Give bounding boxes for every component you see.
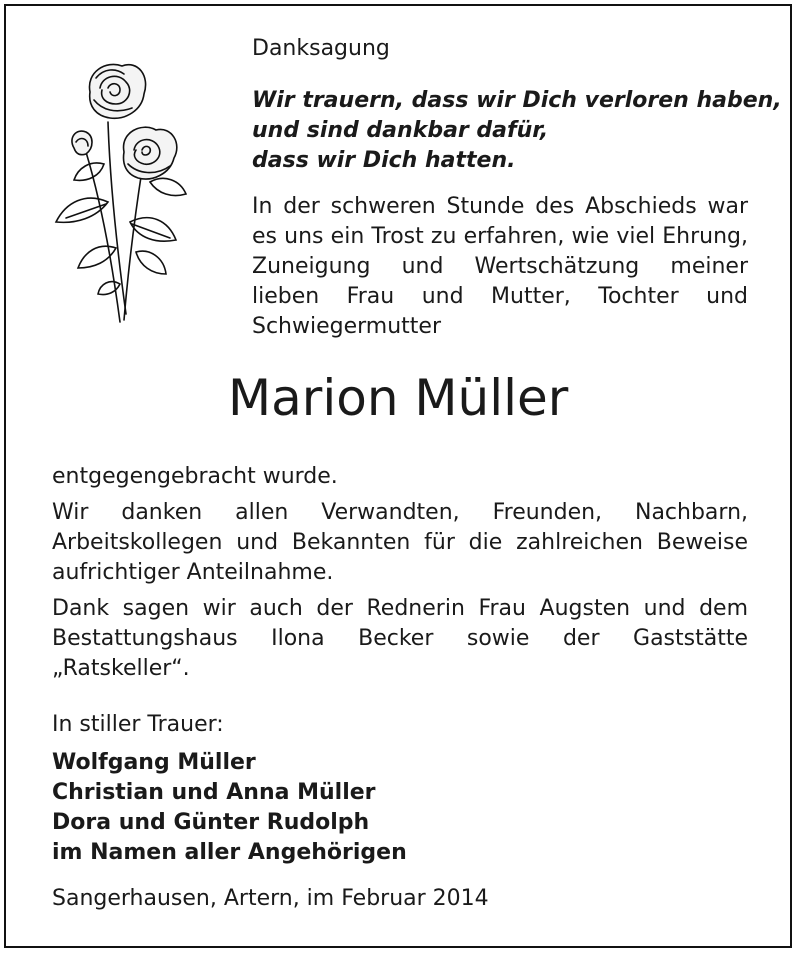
motto-verse [252,86,782,176]
deceased-name: Marion Müller [228,369,569,427]
family-member: Dora und Günter Rudolph [52,810,370,835]
intro-paragraph: In der schweren Stunde des Abschieds war es uns ein Trost zu erfahren, wie viel Ehrung, Zuneigung und Wertschätzung meiner lieben Frau und Mutter, Tochter und Schwiegermutter [252,194,748,339]
motto-line: und sind dankbar dafür, [252,118,549,143]
notice-heading: Danksagung [252,36,390,61]
family-member: im Namen aller Angehörigen [52,840,407,865]
upper-text-block [252,34,782,342]
motto-line: dass wir Dich hatten. [252,148,516,173]
continuation-text: entgegengebracht wurde. [52,464,338,489]
lower-text-block [52,462,748,920]
mourning-label: In stiller Trauer: [52,712,224,737]
rose-illustration [46,52,196,332]
motto-line: Wir trauern, dass wir Dich verloren haben, [252,88,782,113]
thanks-paragraph-1: Wir danken allen Verwandten, Freunden, Nachbarn, Arbeitskollegen und Bekannten für die zahlreichen Beweise aufrichtiger Anteilnahme. [52,500,748,585]
family-member: Wolfgang Müller [52,750,256,775]
thanks-paragraph-2: Dank sagen wir auch der Rednerin Frau Augsten und dem Bestattungshaus Ilona Becker sowie der Gaststätte „Ratskeller“. [52,596,748,681]
family-member: Christian und Anna Müller [52,780,376,805]
place-date: Sangerhausen, Artern, im Februar 2014 [52,886,489,911]
family-signatures [52,748,748,868]
